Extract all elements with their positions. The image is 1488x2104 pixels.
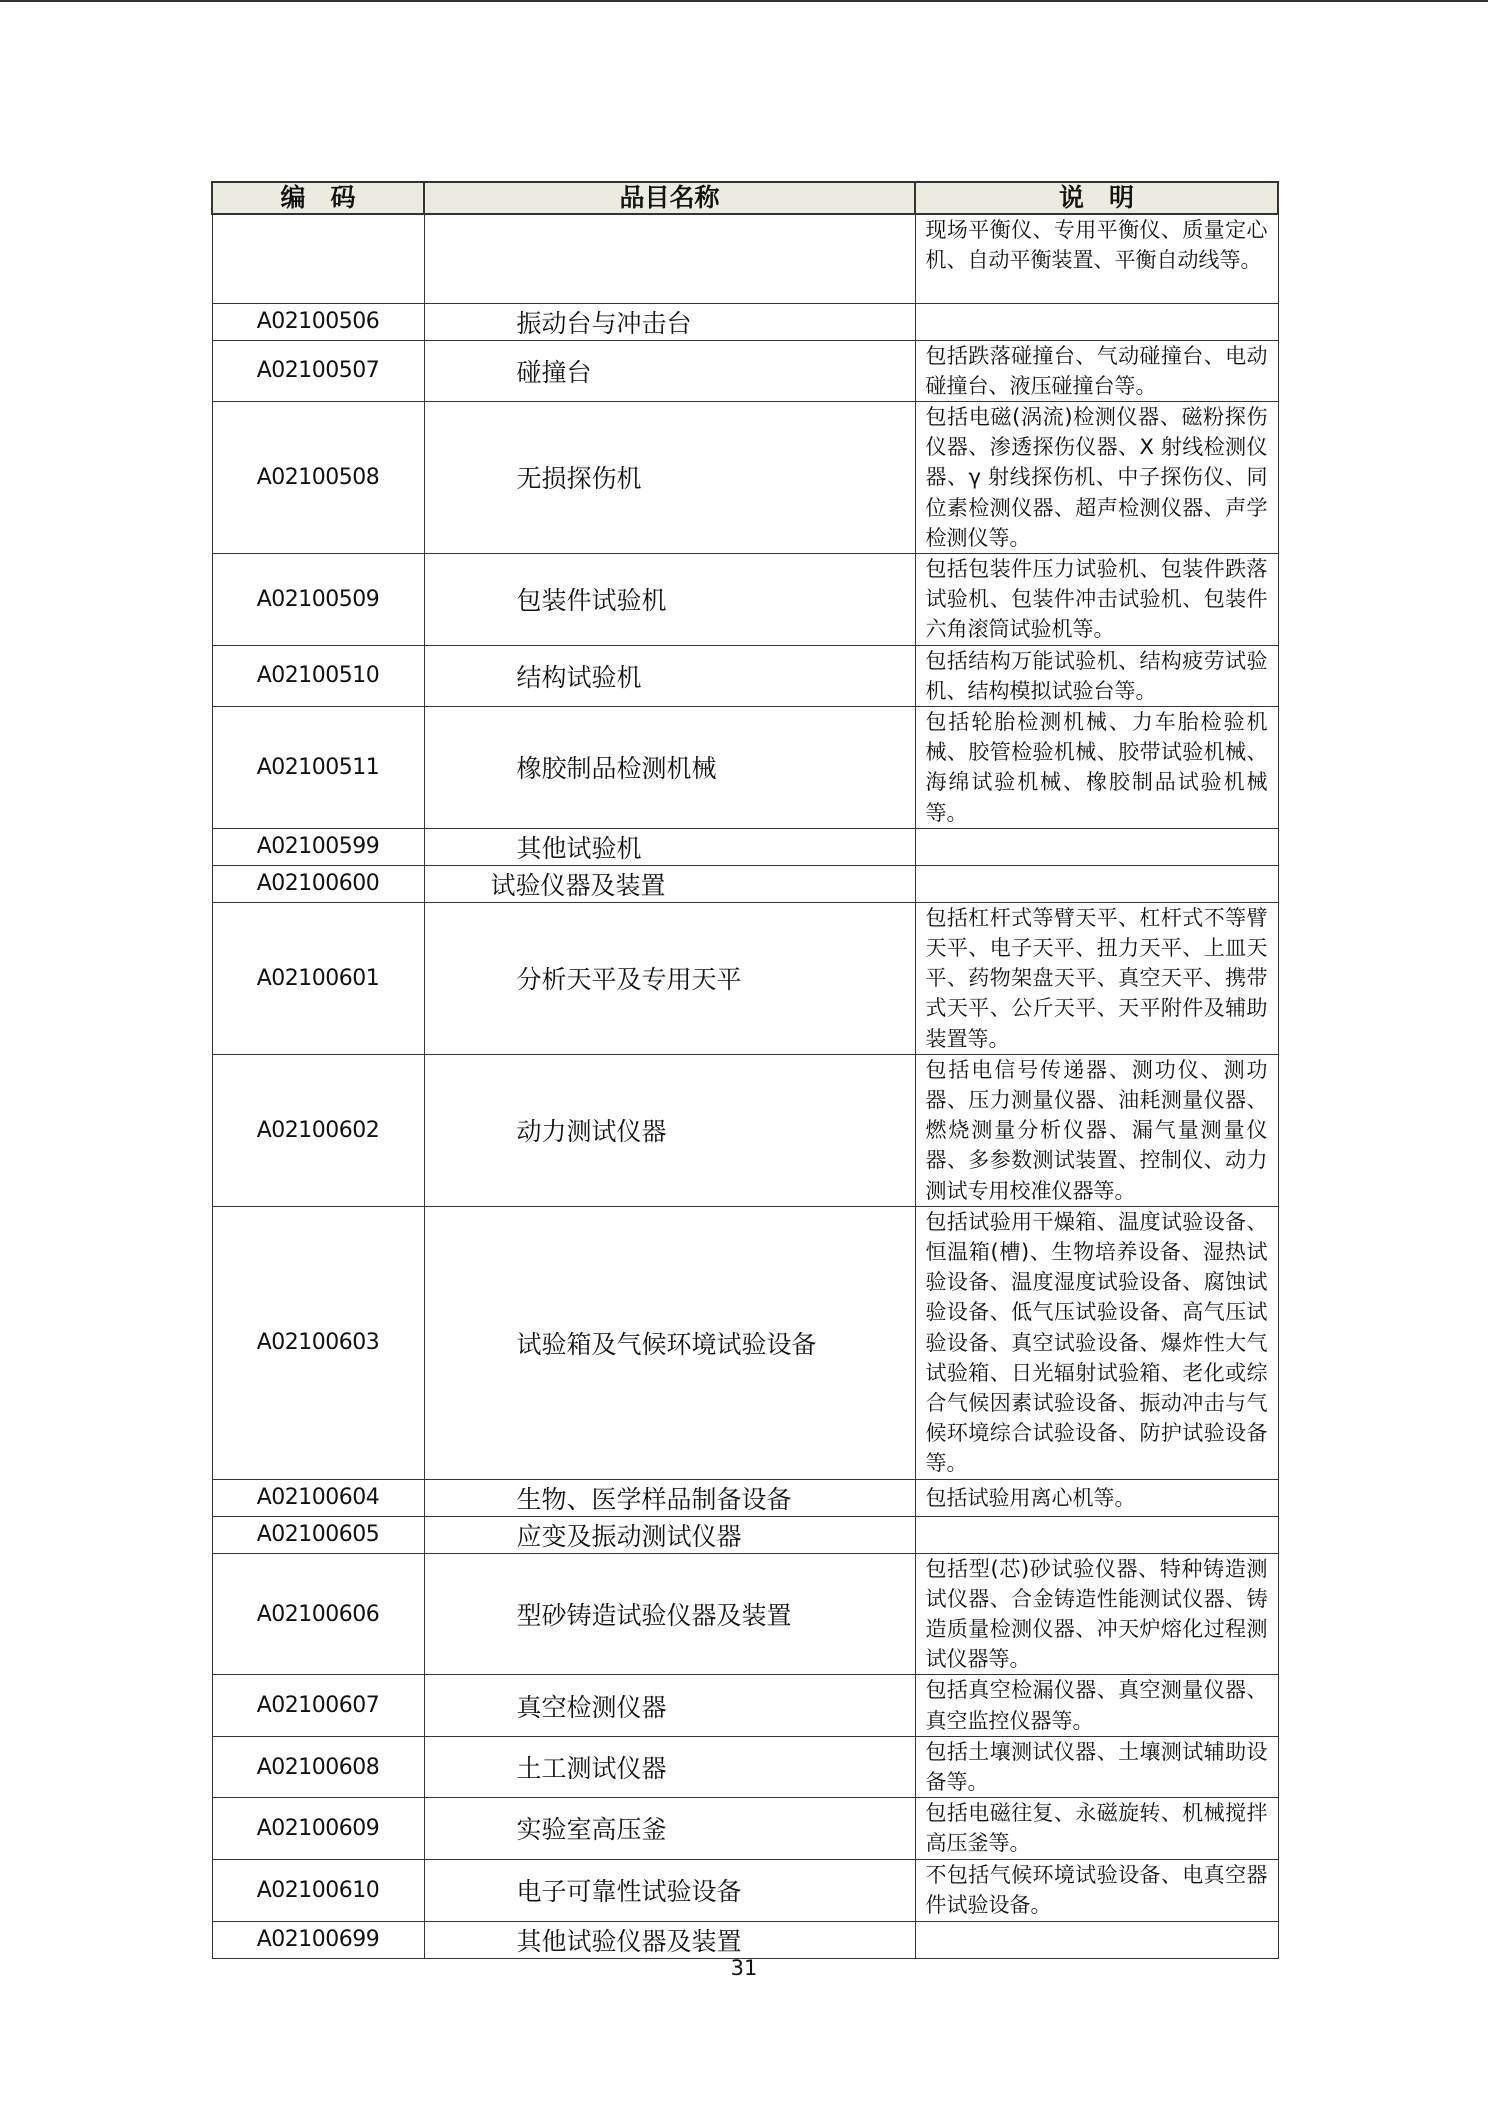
row-code: A02100601 <box>212 902 424 1054</box>
row-desc <box>915 1921 1278 1958</box>
table-row <box>212 645 1278 706</box>
table-row <box>212 401 1278 553</box>
page-top-border <box>0 0 1488 2</box>
row-desc <box>915 1516 1278 1553</box>
row-desc: 不包括气候环境试验设备、电真空器件试验设备。 <box>915 1859 1278 1921</box>
row-desc: 包括跌落碰撞台、气动碰撞台、电动碰撞台、液压碰撞台等。 <box>915 340 1278 401</box>
table-row <box>212 828 1278 865</box>
row-code: A02100608 <box>212 1736 424 1797</box>
table-row <box>212 1736 1278 1797</box>
row-desc: 包括电磁往复、永磁旋转、机械搅拌高压釜等。 <box>915 1798 1278 1859</box>
row-name: 其他试验机 <box>424 828 915 865</box>
row-name: 真空检测仪器 <box>424 1675 915 1736</box>
table-row <box>212 1479 1278 1516</box>
row-code: A02100599 <box>212 828 424 865</box>
row-name: 分析天平及专用天平 <box>424 902 915 1054</box>
row-code: A02100602 <box>212 1054 424 1206</box>
row-code: A02100509 <box>212 553 424 645</box>
row-desc <box>915 303 1278 340</box>
row-code: A02100606 <box>212 1553 424 1675</box>
row-desc: 包括土壤测试仪器、土壤测试辅助设备等。 <box>915 1736 1278 1797</box>
table-row <box>212 706 1278 828</box>
table-row <box>212 214 1278 303</box>
row-name: 实验室高压釜 <box>424 1798 915 1859</box>
row-name: 电子可靠性试验设备 <box>424 1859 915 1921</box>
table-row <box>212 1675 1278 1736</box>
row-desc: 包括包装件压力试验机、包装件跌落试验机、包装件冲击试验机、包装件六角滚筒试验机等。 <box>915 553 1278 645</box>
row-name: 无损探伤机 <box>424 401 915 553</box>
row-code: A02100610 <box>212 1859 424 1921</box>
table-row <box>212 1054 1278 1206</box>
row-name: 碰撞台 <box>424 340 915 401</box>
row-code: A02100510 <box>212 645 424 706</box>
row-code: A02100604 <box>212 1479 424 1516</box>
row-code: A02100605 <box>212 1516 424 1553</box>
row-name: 土工测试仪器 <box>424 1736 915 1797</box>
row-name: 生物、医学样品制备设备 <box>424 1479 915 1516</box>
table-row <box>212 1798 1278 1859</box>
row-code: A02100699 <box>212 1921 424 1958</box>
row-code: A02100508 <box>212 401 424 553</box>
row-code: A02100506 <box>212 303 424 340</box>
header-name: 品目名称 <box>424 182 915 214</box>
row-desc: 包括型(芯)砂试验仪器、特种铸造测试仪器、合金铸造性能测试仪器、铸造质量检测仪器、冲天炉熔化过程测试仪器等。 <box>915 1553 1278 1675</box>
row-code: A02100507 <box>212 340 424 401</box>
table-row <box>212 303 1278 340</box>
row-code: A02100600 <box>212 865 424 902</box>
table-row <box>212 1859 1278 1921</box>
row-code: A02100607 <box>212 1675 424 1736</box>
row-desc: 包括试验用离心机等。 <box>915 1479 1278 1516</box>
table-header-row <box>212 182 1278 214</box>
row-code <box>212 214 424 303</box>
row-name: 试验仪器及装置 <box>424 865 915 902</box>
row-name: 应变及振动测试仪器 <box>424 1516 915 1553</box>
row-name: 动力测试仪器 <box>424 1054 915 1206</box>
row-code: A02100609 <box>212 1798 424 1859</box>
row-desc: 包括试验用干燥箱、温度试验设备、恒温箱(槽)、生物培养设备、湿热试验设备、温度湿度试验设备、腐蚀试验设备、低气压试验设备、高气压试验设备、真空试验设备、爆炸性大气试验箱、日光辐射试验箱、老化或综合气候因素试验设备、振动冲击与气候环境综合试验设备、防护试验设备等。 <box>915 1206 1278 1479</box>
row-desc: 包括真空检漏仪器、真空测量仪器、真空监控仪器等。 <box>915 1675 1278 1736</box>
row-code: A02100603 <box>212 1206 424 1479</box>
row-desc: 包括杠杆式等臂天平、杠杆式不等臂天平、电子天平、扭力天平、上皿天平、药物架盘天平、真空天平、携带式天平、公斤天平、天平附件及辅助装置等。 <box>915 902 1278 1054</box>
row-desc: 包括电磁(涡流)检测仪器、磁粉探伤仪器、渗透探伤仪器、X 射线检测仪器、γ 射线探伤机、中子探伤仪、同位素检测仪器、超声检测仪器、声学检测仪等。 <box>915 401 1278 553</box>
row-desc: 包括结构万能试验机、结构疲劳试验机、结构模拟试验台等。 <box>915 645 1278 706</box>
table-row <box>212 340 1278 401</box>
table-row <box>212 1206 1278 1479</box>
row-name: 橡胶制品检测机械 <box>424 706 915 828</box>
table-row <box>212 553 1278 645</box>
row-desc: 包括轮胎检测机械、力车胎检验机械、胶管检验机械、胶带试验机械、海绵试验机械、橡胶制品试验机械等。 <box>915 706 1278 828</box>
table-row <box>212 865 1278 902</box>
row-name <box>424 214 915 303</box>
catalog-table <box>211 181 1279 1959</box>
row-name: 试验箱及气候环境试验设备 <box>424 1206 915 1479</box>
table-row <box>212 1553 1278 1675</box>
page-number: 31 <box>730 1956 758 1980</box>
row-name: 包装件试验机 <box>424 553 915 645</box>
header-code: 编 码 <box>212 182 424 214</box>
table-row <box>212 1516 1278 1553</box>
row-name: 结构试验机 <box>424 645 915 706</box>
row-desc: 现场平衡仪、专用平衡仪、质量定心机、自动平衡装置、平衡自动线等。 <box>915 214 1278 303</box>
row-desc <box>915 828 1278 865</box>
header-desc: 说 明 <box>915 182 1278 214</box>
row-name: 其他试验仪器及装置 <box>424 1921 915 1958</box>
table-row <box>212 902 1278 1054</box>
table-row <box>212 1921 1278 1958</box>
row-desc <box>915 865 1278 902</box>
row-code: A02100511 <box>212 706 424 828</box>
row-name: 振动台与冲击台 <box>424 303 915 340</box>
row-desc: 包括电信号传递器、测功仪、测功器、压力测量仪器、油耗测量仪器、燃烧测量分析仪器、漏气量测量仪器、多参数测试装置、控制仪、动力测试专用校准仪器等。 <box>915 1054 1278 1206</box>
row-name: 型砂铸造试验仪器及装置 <box>424 1553 915 1675</box>
